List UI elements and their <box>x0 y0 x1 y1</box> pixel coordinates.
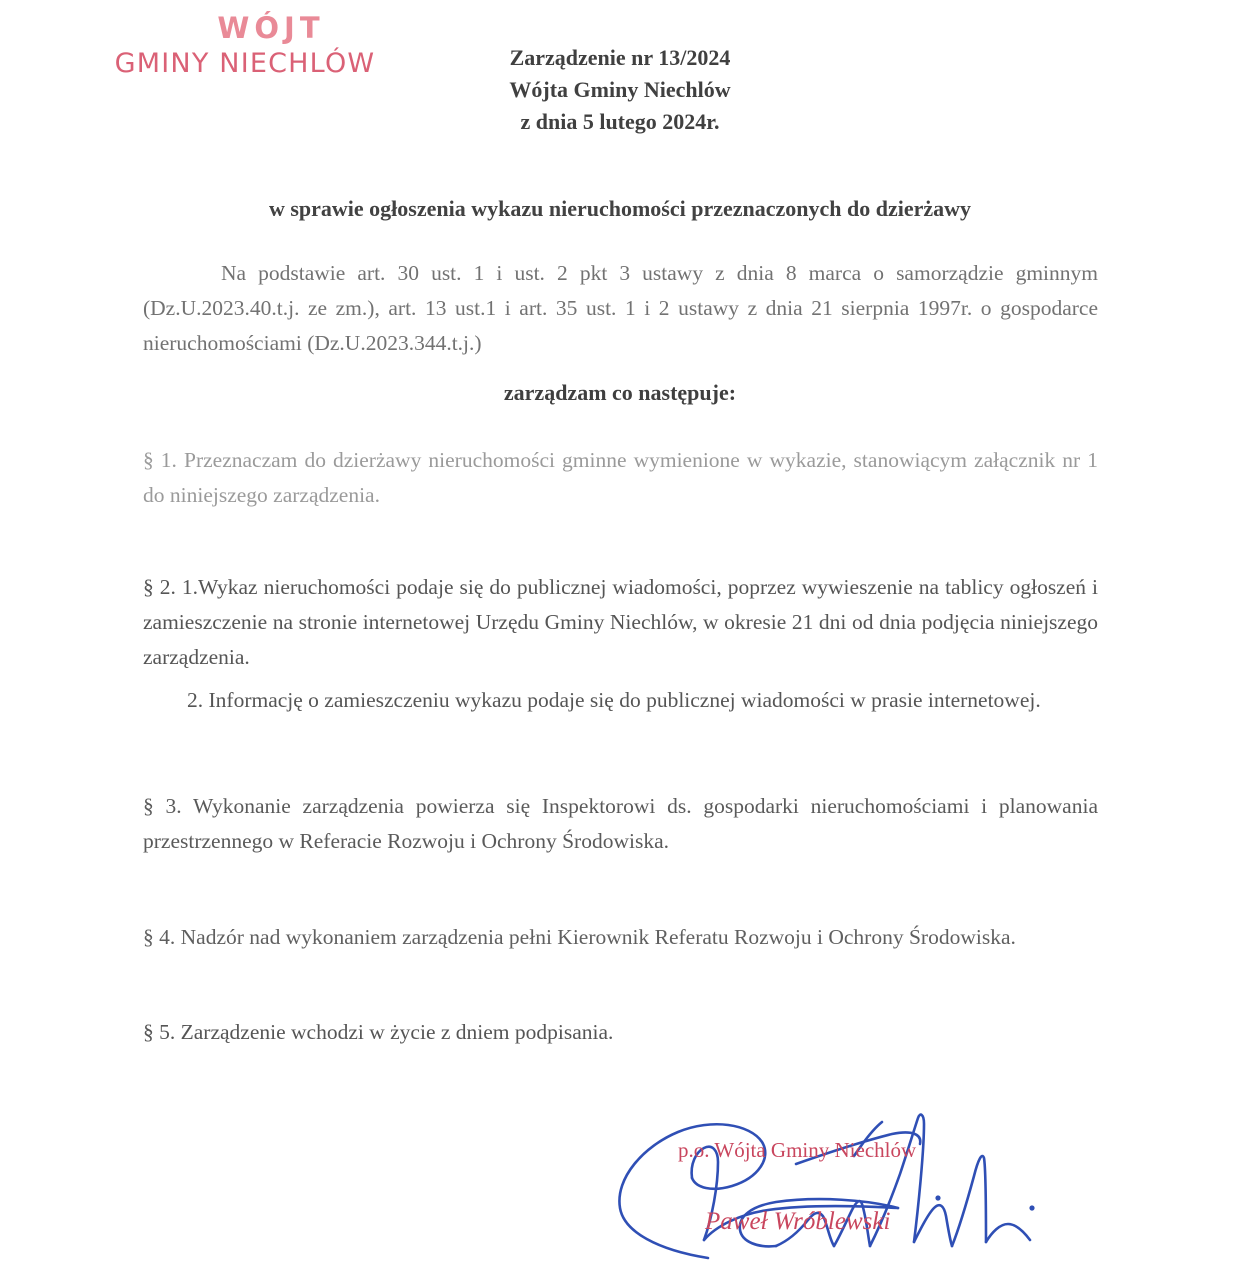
section-2-point-1-text: § 2. 1.Wykaz nieruchomości podaje się do publicznej wiadomości, poprzez wywieszenie na tablicy ogłoszeń i zamieszczenie na stronie internetowej Urzędu Gminy Niechlów, w okresie 21 dni od dnia podjęcia niniejszego zarządzenia. <box>143 575 1098 669</box>
section-2-point-2 <box>143 683 1098 718</box>
handwritten-signature-icon <box>600 1090 1060 1262</box>
header-line-ordinance-number: Zarządzenie nr 13/2024 <box>509 45 731 70</box>
section-4-text: § 4. Nadzór nad wykonaniem zarządzenia pełni Kierownik Referatu Rozwoju i Ochrony Środowiska. <box>143 925 1016 949</box>
section-3-text: § 3. Wykonanie zarządzenia powierza się Inspektorowi ds. gospodarki nieruchomościami i planowania przestrzennego w Referacie Rozwoju i Ochrony Środowiska. <box>143 794 1098 853</box>
section-4 <box>143 920 1098 955</box>
section-1-text: § 1. Przeznaczam do dzierżawy nieruchomości gminne wymienione w wykazie, stanowiącym załącznik nr 1 do niniejszego zarządzenia. <box>143 448 1098 507</box>
header-line-authority: Wójta Gminy Niechlów <box>509 76 731 102</box>
section-2-point-1 <box>143 570 1098 674</box>
document-header <box>370 42 870 138</box>
section-1 <box>143 443 1098 513</box>
office-stamp-line2: GMINY NIECHLÓW <box>114 48 376 79</box>
section-5-text: § 5. Zarządzenie wchodzi w życie z dniem podpisania. <box>143 1020 614 1044</box>
header-line-date: z dnia 5 lutego 2024r. <box>520 108 720 134</box>
office-stamp-line1: WÓJT <box>217 11 325 45</box>
signature-name: Paweł Wróblewski <box>705 1208 891 1235</box>
signature-title: p.o. Wójta Gminy Niechlów <box>678 1138 917 1162</box>
signature-block <box>600 1090 1060 1262</box>
section-3 <box>143 789 1098 859</box>
document-subject: w sprawie ogłoszenia wykazu nieruchomości przeznaczonych do dzierżawy <box>268 196 972 221</box>
section-2-point-2-text: 2. Informację o zamieszczeniu wykazu podaje się do publicznej wiadomości w prasie internetowej. <box>187 688 1041 712</box>
office-stamp <box>100 11 390 79</box>
legal-basis-text: Na podstawie art. 30 ust. 1 i ust. 2 pkt 3 ustawy z dnia 8 marca o samorządzie gminnym (Dz.U.2023.40.t.j. ze zm.), art. 13 ust.1 i art. 35 ust. 1 i 2 ustawy z dnia 21 sierpnia 1997r. o gospodarce nieruchomościami (Dz.U.2023.344.t.j.) <box>143 261 1098 355</box>
legal-basis-paragraph <box>143 256 1098 360</box>
declaration-line: zarządzam co następuje: <box>503 380 737 405</box>
section-5 <box>143 1015 1098 1050</box>
